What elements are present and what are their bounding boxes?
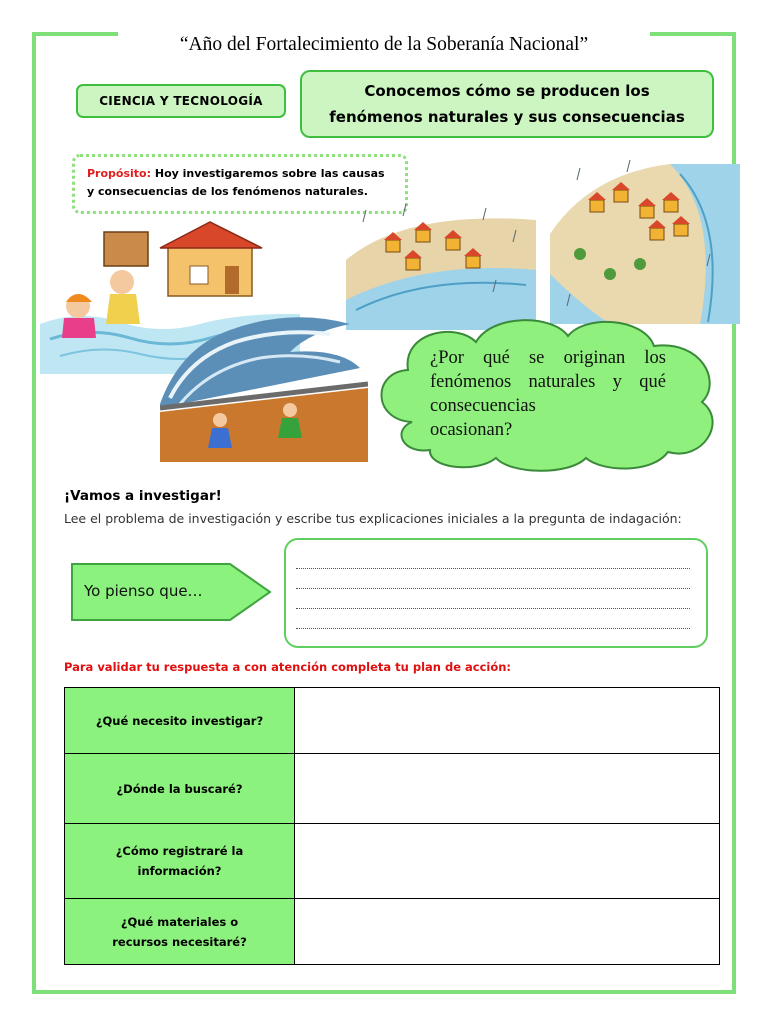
action-plan-table — [64, 687, 720, 965]
answer-line — [296, 628, 690, 629]
table-row — [65, 899, 720, 965]
table-row — [65, 688, 720, 754]
answer-line — [296, 568, 690, 569]
investigate-heading: ¡Vamos a investigar! — [64, 488, 222, 504]
purpose-text: Hoy investigaremos sobre las causas y consecuencias de los fenómenos naturales. — [87, 167, 385, 198]
table-row — [65, 824, 720, 899]
answer-line — [296, 588, 690, 589]
question-cloud-line2: ocasionan? — [430, 420, 513, 440]
plan-question: ¿Dónde la buscaré? — [65, 754, 295, 824]
plan-question: ¿Qué materiales o recursos necesitaré? — [65, 899, 295, 965]
question-cloud-line1: ¿Por qué se originan los fenómenos naturales y qué consecuencias — [430, 348, 666, 416]
plan-question: ¿Qué necesito investigar? — [65, 688, 295, 754]
plan-answer-cell[interactable] — [295, 899, 720, 965]
plan-intro: Para validar tu respuesta a con atención completa tu plan de acción: — [64, 660, 512, 674]
tsunami-scene-illustration — [160, 308, 368, 462]
answer-line — [296, 608, 690, 609]
plan-answer-cell[interactable] — [295, 688, 720, 754]
plan-question: ¿Cómo registraré la información? — [65, 824, 295, 899]
investigate-instruction: Lee el problema de investigación y escribe tus explicaciones iniciales a la pregunta de indagación: — [64, 511, 682, 526]
purpose-label: Propósito: — [87, 167, 152, 180]
subject-badge: CIENCIA Y TECNOLOGÍA — [76, 84, 286, 118]
plan-answer-cell[interactable] — [295, 754, 720, 824]
year-title: “Año del Fortalecimiento de la Soberanía Nacional” — [179, 34, 589, 55]
activity-title: Conocemos cómo se producen los fenómenos naturales y sus consecuencias — [300, 70, 714, 138]
flooded-town-right-illustration — [550, 154, 740, 324]
table-row — [65, 754, 720, 824]
plan-answer-cell[interactable] — [295, 824, 720, 899]
question-cloud-text — [430, 346, 666, 442]
hypothesis-label: Yo pienso que… — [84, 582, 203, 600]
flooded-town-left-illustration — [346, 200, 536, 330]
hypothesis-answer-box[interactable] — [284, 538, 708, 648]
